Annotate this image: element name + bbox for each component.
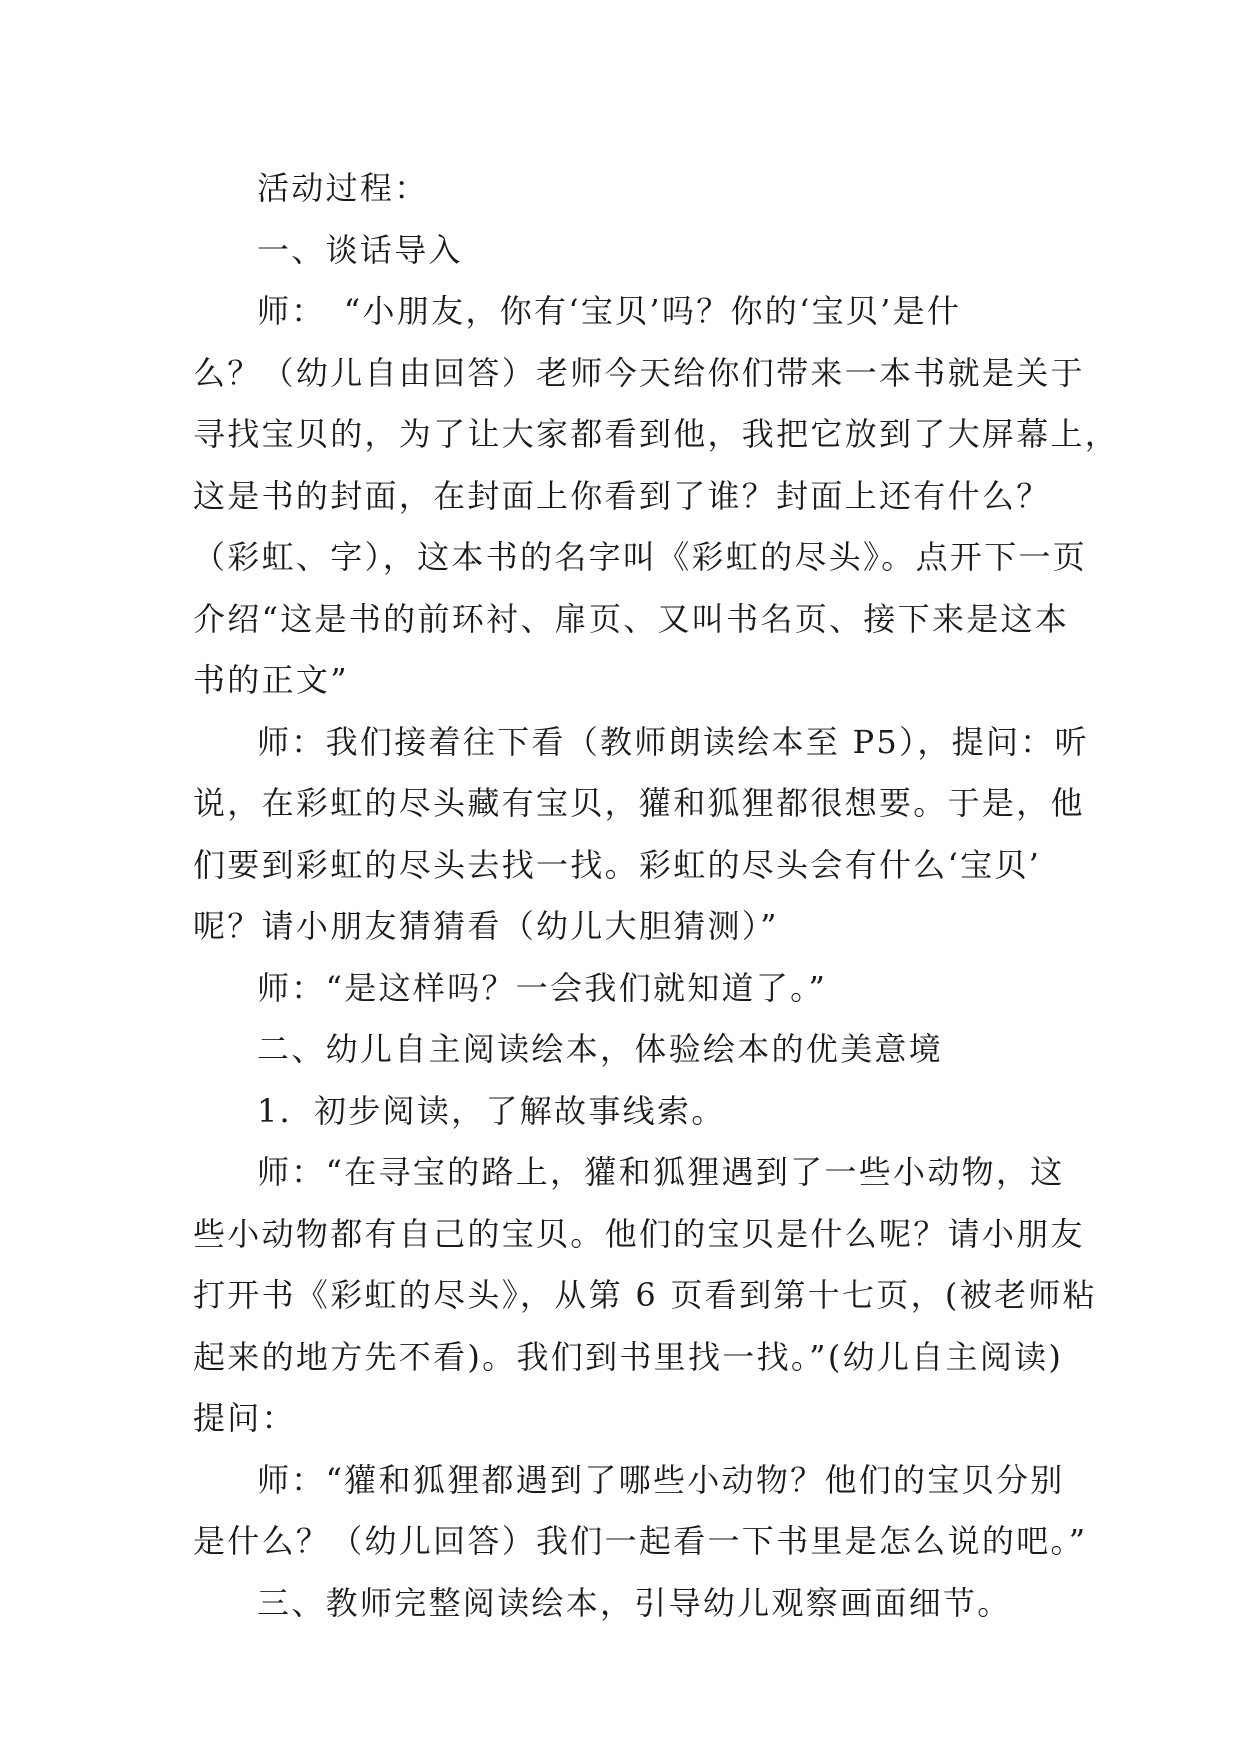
paragraph-line: 介绍“这是书的前环衬、扉页、又叫书名页、接下来是这本 [193,599,1070,638]
paragraph-line: 师：我们接着往下看（教师朗读绘本至 P5），提问：听 [257,722,1089,761]
paragraph-line: 师：“獾和狐狸都遇到了哪些小动物？他们的宝贝分别 [257,1460,1065,1499]
paragraph-line: 是什么？（幼儿回答）我们一起看一下书里是怎么说的吧。” [193,1522,1088,1560]
paragraph-line: 寻找宝贝的，为了让大家都看到他，我把它放到了大屏幕上， [193,415,1120,453]
paragraph-line: 师：“是这样吗？一会我们就知道了。” [257,968,828,1007]
paragraph-line: 师：“在寻宝的路上，獾和狐狸遇到了一些小动物，这 [257,1153,1065,1191]
paragraph-line: 呢？请小朋友猜猜看（幼儿大胆猜测）” [193,907,779,945]
paragraph-line: 们要到彩虹的尽头去找一找。彩虹的尽头会有什么‘宝贝’ [193,845,1042,884]
paragraph-line: 提问： [193,1399,296,1437]
paragraph-line: 打开书《彩虹的尽头》，从第 6 页看到第十七页，(被老师粘 [193,1276,1097,1314]
paragraph-line: 书的正文” [193,661,349,699]
paragraph-line: 些小动物都有自己的宝贝。他们的宝贝是什么呢？请小朋友 [193,1214,1085,1253]
paragraph-line: 师： “小朋友，你有‘宝贝’吗？你的‘宝贝’是什 [257,292,962,330]
section-heading-1: 一、谈话导入 [257,230,463,269]
paragraph-line: （彩虹、字），这本书的名字叫《彩虹的尽头》。点开下一页 [193,538,1088,576]
section-heading-3: 三、教师完整阅读绘本，引导幼儿观察画面细节。 [257,1583,1012,1622]
paragraph-line: 起来的地方先不看)。我们到书里找一找。”(幼儿自主阅读) [193,1337,1064,1376]
document-body [193,158,1120,1634]
paragraph-line: 这是书的封面，在封面上你看到了谁？封面上还有什么？ [193,476,1051,515]
paragraph-line: 么？（幼儿自由回答）老师今天给你们带来一本书就是关于 [193,353,1085,392]
section-heading-2: 二、幼儿自主阅读绘本，体验绘本的优美意境 [257,1030,944,1068]
section-heading-activity-process: 活动过程： [257,169,429,207]
subsection-heading-1: 1．初步阅读，了解故事线索。 [257,1091,726,1130]
paragraph-line: 说，在彩虹的尽头藏有宝贝，獾和狐狸都很想要。于是，他 [193,784,1085,822]
